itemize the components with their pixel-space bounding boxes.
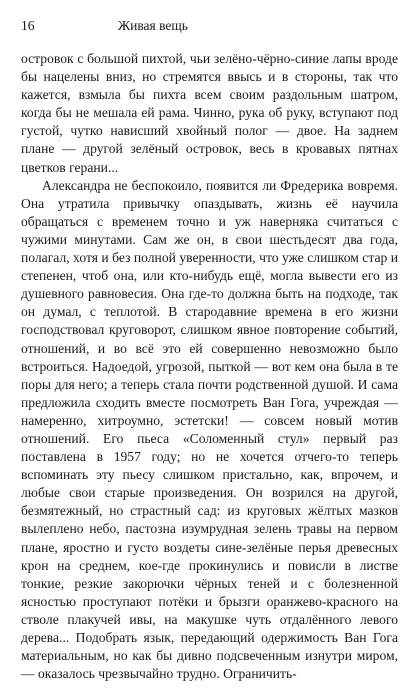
paragraph-2: Александра не беспокоило, появится ли Фредерика вовремя. Она утратила привычку опаздывать, жизнь её научила обращаться с временем точно и уж наверняка считаться с чужими минутами. Сам же он, в свои шестьдесят два года, полагал, хотя и без полной уверенности, что уже слишком стар и степенен, чтоб она, или кто-нибудь ещё, могла вывести его из душевного равновесия. Она где-то должна быть на подходе, так он думал, с теплотой. В стародавние времена в его жизни господствовал круговорот, слишком явное повторение событий, отношений, и во всё это ей совершенно невозможно было встроиться. Надоедой, угрозой, пыткой — вот кем она была в те поры для него; а теперь стала почти родственной душой. И сама предложила сходить вместе посмотреть Ван Гога, учреждая — намеренно, хитроумно, эстетски! — совсем новый мотив отношений. Его пьеса «Соломенный стул» первый раз поставлена в 1957 году; но не хочется отчего-то теперь вспоминать эту пьесу слишком пристально, как, впрочем, и любые свои старые произведения. Он возрился на другой, безмятежный, но страстный сад: из круговых жёлтых мазков вылеплено небо, пастозна изумрудная зелень травы на первом плане, яростно и густо воздеты сине-зелёные перья древесных крон на среднем, кое-где прокинулись и повисли в листве тонкие, резкие закорючки чёрных теней и с болезненной ясностью проступают потёки и брызги оранжево-красного на стволе плакучей ивы, на макушке чуть отдалённого левого дерева... Подобрать язык, передающий одержимость Ван Гога материальным, но как бы дивно подсвеченным изнутри миром, — оказалось чрезвычайно трудно. Ограничить-: [21, 177, 398, 682]
running-title: Живая вещь: [118, 18, 188, 33]
body-text: [21, 50, 398, 683]
page-number: 16: [21, 18, 35, 33]
page-header: [21, 18, 398, 34]
paragraph-1: островок с большой пихтой, чьи зелёно-чёрно-синие лапы вроде бы нацелены вниз, но стремятся ввысь и в стороны, так что кажется, взмыла бы пихта всем своим раздольным шатром, когда бы не мешала ей рама. Чинно, рука об руку, вступают под густой, чутко нависший хвойный полог — двое. На заднем плане — другой зелёный островок, весь в кровавых пятнах цветков герани...: [21, 51, 398, 175]
